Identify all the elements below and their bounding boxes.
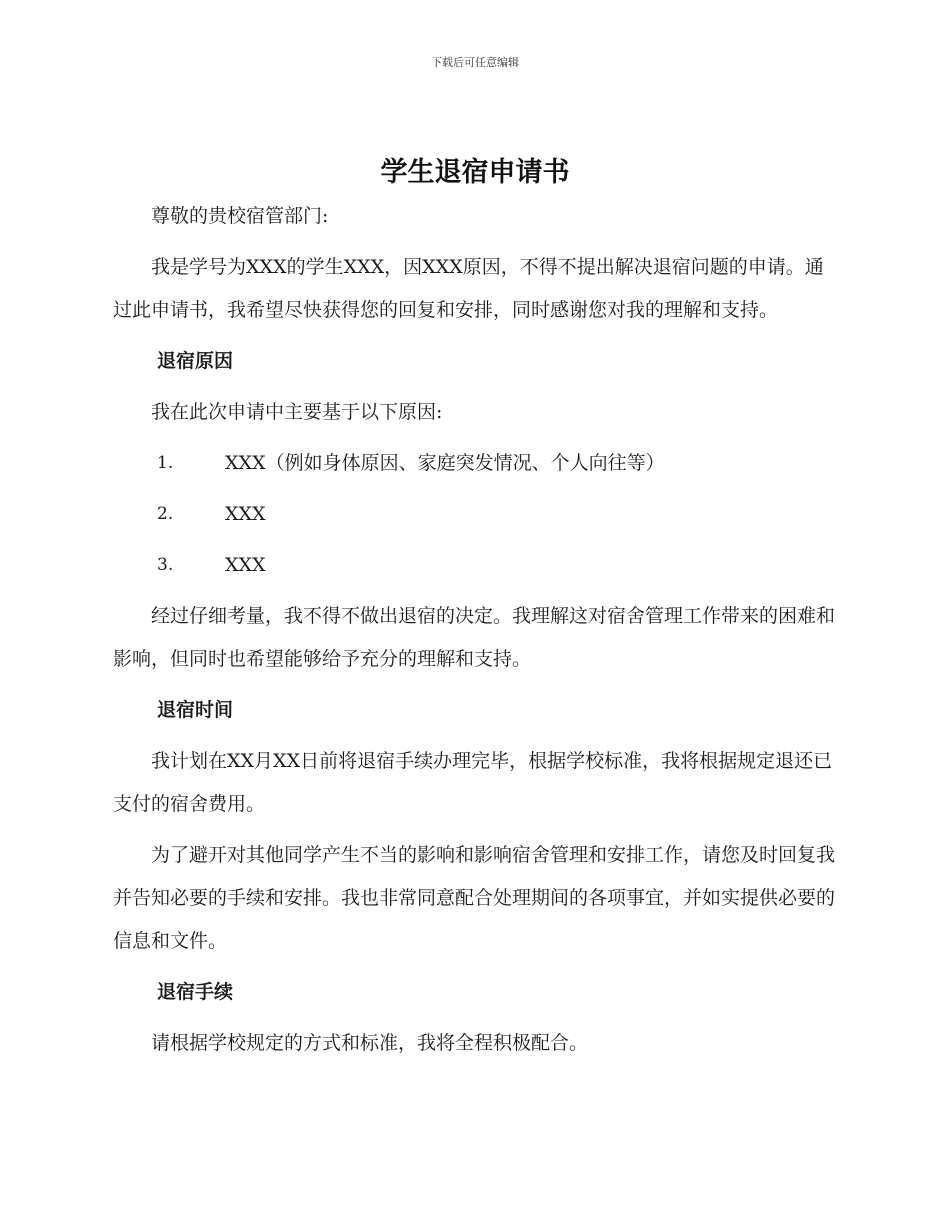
list-text: XXX（例如身体原因、家庭突发情况、个人向往等） bbox=[225, 452, 665, 474]
procedure-paragraph-1: 请根据学校规定的方式和标准，我将全程积极配合。 bbox=[151, 1032, 589, 1054]
reason-lead: 我在此次申请中主要基于以下原因: bbox=[151, 401, 443, 423]
section-heading-reason: 退宿原因 bbox=[157, 350, 234, 372]
list-item bbox=[113, 544, 835, 587]
document-title: 学生退宿申请书 bbox=[380, 157, 570, 188]
reason-list bbox=[113, 442, 835, 587]
list-text: XXX bbox=[225, 503, 266, 525]
list-item bbox=[113, 493, 835, 536]
section-heading-time: 退宿时间 bbox=[157, 699, 234, 721]
reason-conclusion: 经过仔细考量，我不得不做出退宿的决定。我理解这对宿舍管理工作带来的困难和影响，但同时也希望能够给予充分的理解和支持。 bbox=[113, 605, 836, 670]
time-paragraph-1: 我计划在XX月XX日前将退宿手续办理完毕，根据学校标准，我将根据规定退还已支付的宿舍费用。 bbox=[113, 750, 833, 815]
salutation: 尊敬的贵校宿管部门: bbox=[151, 205, 329, 227]
section-heading-procedure: 退宿手续 bbox=[157, 981, 234, 1003]
header-note: 下载后可任意编辑 bbox=[431, 56, 519, 69]
list-number: 3. bbox=[157, 555, 174, 575]
list-number: 1. bbox=[157, 453, 174, 473]
list-item bbox=[113, 442, 835, 485]
time-paragraph-2: 为了避开对其他同学产生不当的影响和影响宿舍管理和安排工作，请您及时回复我并告知必要的手续和安排。我也非常同意配合处理期间的各项事宜，并如实提供必要的信息和文件。 bbox=[113, 844, 836, 952]
document-body bbox=[113, 195, 835, 1073]
intro-paragraph: 我是学号为XXX的学生XXX，因XXX原因，不得不提出解决退宿问题的申请。通过此申请书，我希望尽快获得您的回复和安排，同时感谢您对我的理解和支持。 bbox=[113, 256, 824, 321]
list-number: 2. bbox=[157, 504, 174, 524]
list-text: XXX bbox=[225, 554, 266, 576]
